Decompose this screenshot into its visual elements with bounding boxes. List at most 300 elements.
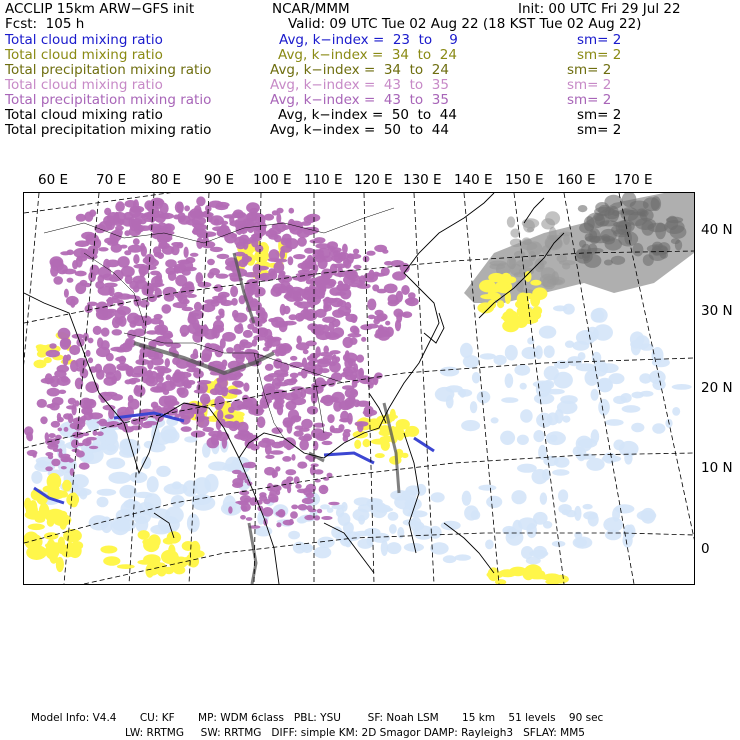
low-cloud-patch: [106, 458, 125, 470]
upper-cloud-patch: [264, 467, 275, 476]
upper-cloud-patch: [353, 249, 359, 255]
upper-cloud-patch: [67, 278, 74, 283]
upper-cloud-patch: [308, 509, 317, 513]
upper-cloud-patch: [88, 338, 94, 344]
upper-cloud-patch: [401, 285, 410, 295]
upper-cloud-patch: [112, 329, 123, 335]
low-cloud-patch: [336, 508, 344, 518]
upper-cloud-patch: [192, 367, 200, 372]
upper-cloud-patch: [140, 243, 145, 251]
mid-cloud-patch: [47, 473, 62, 490]
upper-cloud-patch: [58, 428, 63, 432]
mid-cloud-patch: [37, 351, 47, 358]
upper-cloud-patch: [302, 498, 314, 504]
upper-cloud-patch: [69, 345, 80, 355]
low-cloud-patch: [546, 431, 566, 445]
upper-cloud-patch: [276, 522, 281, 527]
legend-field-name: Total cloud mixing ratio: [5, 47, 163, 63]
upper-cloud-patch: [243, 330, 253, 338]
low-cloud-patch: [544, 345, 555, 358]
low-cloud-patch: [613, 396, 627, 404]
low-cloud-patch: [97, 489, 117, 496]
high-cloud-patch: [618, 209, 634, 215]
upper-cloud-patch: [175, 202, 184, 214]
upper-cloud-patch: [315, 243, 330, 249]
upper-cloud-patch: [289, 223, 303, 230]
mid-cloud-patch: [28, 524, 45, 531]
valid-time: Valid: 09 UTC Tue 02 Aug 22 (18 KST Tue 02 Aug 22): [288, 16, 642, 32]
low-cloud-patch: [317, 537, 334, 548]
low-cloud-patch: [192, 495, 216, 510]
upper-cloud-patch: [298, 270, 311, 275]
upper-cloud-patch: [191, 431, 206, 438]
low-cloud-patch: [591, 389, 599, 401]
lat-label: 10 N: [701, 460, 733, 476]
mid-cloud-patch: [501, 273, 512, 283]
low-cloud-patch: [478, 485, 496, 491]
upper-cloud-patch: [269, 497, 278, 503]
upper-cloud-patch: [216, 274, 229, 279]
upper-cloud-patch: [115, 201, 125, 212]
low-cloud-patch: [592, 308, 608, 323]
upper-cloud-patch: [81, 232, 96, 240]
low-cloud-patch: [622, 405, 641, 413]
upper-cloud-patch: [181, 333, 187, 337]
upper-cloud-patch: [350, 338, 358, 345]
upper-cloud-patch: [347, 274, 360, 280]
upper-cloud-patch: [223, 421, 237, 428]
upper-cloud-patch: [118, 365, 133, 370]
legend-field-levels: Avg, k−index = 50 to 44: [270, 122, 449, 138]
upper-cloud-patch: [133, 238, 140, 245]
low-cloud-patch: [514, 365, 530, 376]
low-cloud-patch: [526, 557, 541, 565]
low-cloud-patch: [343, 522, 354, 534]
low-cloud-patch: [576, 330, 596, 345]
physics-info-line: LW: RRTMG SW: RRTMG DIFF: simple KM: 2D Smagor DAMP: Rayleigh3 SFLAY: MM5: [125, 727, 585, 739]
upper-cloud-patch: [373, 319, 380, 325]
mid-cloud-patch: [354, 440, 361, 449]
upper-cloud-patch: [303, 434, 312, 442]
upper-cloud-patch: [268, 258, 282, 262]
low-cloud-patch: [593, 361, 608, 377]
mid-cloud-patch: [396, 419, 410, 430]
upper-cloud-patch: [181, 426, 192, 432]
low-cloud-patch: [603, 517, 623, 532]
upper-cloud-patch: [85, 350, 90, 357]
upper-cloud-patch: [375, 328, 387, 337]
upper-cloud-patch: [225, 414, 234, 419]
upper-cloud-patch: [125, 379, 132, 384]
low-cloud-patch: [501, 397, 518, 403]
upper-cloud-patch: [57, 413, 61, 421]
upper-cloud-patch: [104, 238, 117, 244]
upper-cloud-patch: [310, 466, 316, 475]
low-cloud-patch: [576, 436, 593, 452]
upper-cloud-patch: [75, 282, 86, 294]
low-cloud-patch: [527, 523, 537, 538]
institution-label: NCAR/MMM: [272, 1, 350, 17]
upper-cloud-patch: [232, 212, 246, 217]
upper-cloud-patch: [262, 507, 273, 517]
upper-cloud-patch: [270, 270, 277, 280]
low-cloud-patch: [156, 466, 171, 477]
upper-cloud-patch: [269, 490, 277, 497]
upper-cloud-patch: [396, 312, 402, 323]
upper-cloud-patch: [306, 341, 317, 347]
upper-cloud-patch: [81, 416, 87, 422]
upper-cloud-patch: [111, 376, 117, 385]
low-cloud-streak: [324, 453, 374, 463]
high-cloud-patch: [489, 264, 505, 270]
high-cloud-patch: [643, 197, 660, 211]
upper-cloud-patch: [256, 287, 266, 296]
upper-cloud-patch: [320, 368, 329, 373]
upper-cloud-patch: [24, 426, 33, 436]
upper-cloud-patch: [107, 212, 119, 223]
upper-cloud-patch: [150, 318, 162, 325]
low-cloud-patch: [443, 555, 457, 563]
upper-cloud-patch: [374, 245, 387, 252]
upper-cloud-patch: [37, 399, 47, 408]
low-cloud-patch: [470, 401, 477, 413]
low-cloud-patch: [463, 355, 479, 368]
low-cloud-patch: [79, 489, 87, 500]
upper-cloud-patch: [173, 302, 188, 308]
mid-cloud-patch: [47, 517, 55, 527]
high-cloud-patch: [541, 267, 556, 280]
lat-label: 0: [701, 541, 710, 557]
upper-cloud-patch: [304, 248, 314, 254]
upper-cloud-patch: [196, 209, 203, 219]
upper-cloud-patch: [178, 371, 185, 381]
upper-cloud-patch: [47, 388, 60, 397]
low-cloud-patch: [558, 489, 568, 502]
upper-cloud-patch: [366, 251, 375, 256]
legend-field-levels: Avg, k−index = 34 to 24: [278, 47, 457, 63]
upper-cloud-patch: [115, 226, 124, 231]
upper-cloud-patch: [207, 259, 215, 265]
low-cloud-patch: [534, 393, 554, 404]
upper-cloud-patch: [276, 213, 281, 224]
upper-cloud-patch: [101, 328, 110, 337]
upper-cloud-patch: [232, 381, 243, 387]
upper-cloud-patch: [297, 336, 302, 344]
low-cloud-patch: [630, 331, 644, 347]
upper-cloud-patch: [368, 315, 376, 320]
map-panel: [23, 192, 695, 585]
upper-cloud-patch: [131, 418, 140, 425]
upper-cloud-patch: [82, 438, 91, 446]
high-cloud-patch: [632, 243, 643, 256]
low-cloud-patch: [540, 384, 551, 393]
low-cloud-patch: [562, 416, 570, 423]
upper-cloud-patch: [50, 444, 58, 447]
low-cloud-patch: [472, 372, 480, 383]
low-cloud-patch: [136, 516, 149, 533]
mid-cloud-patch: [63, 529, 82, 542]
upper-cloud-patch: [146, 212, 153, 220]
upper-cloud-patch: [216, 316, 222, 321]
upper-cloud-patch: [272, 283, 286, 294]
upper-cloud-patch: [234, 433, 248, 439]
high-cloud-patch: [593, 213, 604, 221]
low-cloud-patch: [130, 472, 148, 483]
upper-cloud-patch: [179, 260, 193, 272]
low-cloud-patch: [536, 413, 552, 428]
upper-cloud-patch: [45, 432, 49, 441]
upper-cloud-patch: [170, 343, 181, 349]
low-cloud-patch: [431, 492, 445, 502]
upper-cloud-patch: [329, 361, 341, 372]
upper-cloud-patch: [238, 501, 249, 506]
low-cloud-patch: [288, 531, 300, 540]
upper-cloud-patch: [315, 309, 327, 318]
upper-cloud-patch: [61, 466, 67, 469]
upper-cloud-patch: [234, 372, 243, 377]
upper-cloud-patch: [328, 502, 339, 505]
low-cloud-patch: [485, 540, 494, 550]
upper-cloud-patch: [50, 265, 58, 277]
upper-cloud-patch: [87, 302, 98, 307]
mid-cloud-patch: [363, 439, 371, 447]
low-cloud-patch: [520, 383, 527, 390]
model-title: ACCLIP 15km ARW−GFS init: [5, 1, 195, 17]
upper-cloud-patch: [372, 284, 379, 291]
upper-cloud-patch: [242, 462, 251, 468]
upper-cloud-patch: [162, 245, 174, 254]
upper-cloud-patch: [265, 455, 274, 459]
high-cloud-patch: [576, 249, 586, 260]
upper-cloud-patch: [361, 337, 366, 342]
upper-cloud-patch: [248, 285, 256, 293]
upper-cloud-patch: [80, 368, 89, 378]
legend-field-levels: Avg, k−index = 23 to 9: [279, 32, 458, 48]
upper-cloud-patch: [298, 504, 308, 510]
upper-cloud-patch: [274, 370, 288, 376]
upper-cloud-patch: [173, 379, 186, 387]
low-cloud-patch: [462, 491, 472, 506]
low-cloud-patch: [486, 496, 502, 508]
upper-cloud-patch: [196, 237, 203, 249]
high-cloud-patch: [588, 228, 600, 244]
low-cloud-patch: [375, 504, 391, 513]
upper-cloud-patch: [241, 505, 247, 511]
upper-cloud-patch: [97, 421, 108, 425]
upper-cloud-patch: [220, 338, 226, 349]
upper-cloud-patch: [347, 254, 361, 260]
upper-cloud-patch: [273, 359, 282, 368]
upper-cloud-patch: [184, 247, 189, 258]
upper-cloud-patch: [246, 202, 260, 213]
upper-cloud-patch: [131, 218, 143, 225]
upper-cloud-patch: [95, 364, 103, 374]
upper-cloud-patch: [104, 392, 118, 397]
low-cloud-patch: [512, 520, 522, 536]
low-cloud-patch: [387, 542, 402, 554]
upper-cloud-patch: [250, 444, 260, 451]
low-cloud-patch: [441, 521, 461, 531]
upper-cloud-patch: [98, 310, 113, 320]
upper-cloud-patch: [186, 294, 197, 298]
low-cloud-patch: [153, 432, 172, 445]
upper-cloud-patch: [66, 354, 71, 360]
upper-cloud-patch: [234, 324, 243, 334]
low-cloud-patch: [429, 526, 442, 539]
low-cloud-patch: [358, 515, 365, 525]
legend-smoothing: sm= 2: [567, 62, 612, 78]
upper-cloud-patch: [276, 398, 285, 405]
upper-cloud-patch: [207, 437, 220, 448]
upper-cloud-patch: [291, 454, 295, 461]
upper-cloud-patch: [385, 321, 390, 326]
upper-cloud-patch: [177, 387, 186, 395]
upper-cloud-patch: [77, 256, 88, 262]
low-cloud-patch: [388, 512, 399, 521]
mid-cloud-patch: [530, 280, 541, 286]
upper-cloud-patch: [84, 283, 91, 287]
low-cloud-patch: [454, 554, 471, 560]
upper-cloud-patch: [88, 357, 93, 363]
high-cloud-patch: [545, 211, 560, 225]
upper-cloud-patch: [178, 215, 191, 225]
upper-cloud-patch: [367, 299, 376, 311]
upper-cloud-patch: [204, 299, 218, 304]
upper-cloud-patch: [97, 431, 104, 436]
lon-label: 150 E: [505, 172, 544, 188]
high-cloud-patch: [562, 263, 570, 270]
lon-label: 60 E: [38, 172, 68, 188]
low-cloud-patch: [588, 513, 599, 527]
upper-cloud-patch: [98, 267, 111, 279]
upper-cloud-patch: [327, 414, 334, 423]
upper-cloud-patch: [130, 425, 142, 430]
upper-cloud-patch: [98, 286, 113, 296]
low-cloud-patch: [544, 366, 559, 380]
low-cloud-patch: [505, 373, 514, 388]
legend-field-levels: Avg, k−index = 50 to 44: [278, 107, 457, 123]
upper-cloud-patch: [323, 297, 331, 309]
upper-cloud-patch: [251, 435, 259, 442]
upper-cloud-patch: [246, 517, 253, 521]
low-cloud-patch: [105, 430, 118, 445]
upper-cloud-patch: [290, 356, 297, 361]
upper-cloud-patch: [322, 256, 333, 263]
upper-cloud-patch: [298, 372, 303, 376]
upper-cloud-patch: [116, 347, 127, 353]
low-cloud-patch: [553, 305, 567, 311]
upper-cloud-patch: [217, 410, 223, 421]
upper-cloud-patch: [363, 273, 378, 283]
low-cloud-patch: [574, 506, 581, 521]
lon-label: 90 E: [204, 172, 234, 188]
upper-cloud-patch: [27, 450, 38, 456]
upper-cloud-patch: [271, 317, 285, 328]
upper-cloud-patch: [309, 286, 317, 295]
upper-cloud-patch: [297, 301, 312, 308]
upper-cloud-patch: [228, 273, 237, 277]
upper-cloud-patch: [144, 320, 151, 325]
lon-label: 140 E: [454, 172, 493, 188]
mid-cloud-patch: [182, 541, 195, 551]
upper-cloud-patch: [130, 206, 144, 213]
low-cloud-patch: [106, 444, 116, 451]
upper-cloud-patch: [211, 327, 217, 338]
mid-cloud-patch: [402, 453, 409, 458]
upper-cloud-patch: [306, 484, 316, 493]
legend-field-name: Total cloud mixing ratio: [5, 77, 163, 93]
upper-cloud-patch: [48, 433, 55, 438]
mid-cloud-patch: [49, 490, 66, 496]
low-cloud-patch: [576, 453, 596, 459]
upper-cloud-patch: [250, 298, 259, 307]
low-cloud-patch: [461, 420, 480, 431]
upper-cloud-patch: [165, 267, 175, 275]
mid-cloud-patch: [529, 573, 546, 579]
high-cloud-patch: [522, 218, 539, 228]
upper-cloud-patch: [297, 237, 307, 247]
mid-cloud-patch: [148, 534, 161, 548]
upper-cloud-patch: [402, 311, 412, 318]
upper-cloud-patch: [220, 294, 227, 305]
low-cloud-patch: [480, 353, 496, 359]
upper-cloud-patch: [270, 389, 284, 398]
upper-cloud-patch: [332, 319, 341, 327]
upper-cloud-patch: [120, 245, 128, 249]
low-cloud-patch: [89, 515, 109, 530]
upper-cloud-patch: [70, 360, 78, 372]
mid-cloud-patch: [186, 554, 199, 567]
upper-cloud-patch: [103, 363, 116, 374]
lat-label: 40 N: [701, 222, 733, 238]
legend-field-name: Total cloud mixing ratio: [5, 32, 163, 48]
upper-cloud-patch: [283, 321, 297, 326]
upper-cloud-patch: [134, 385, 146, 397]
low-cloud-patch: [583, 504, 593, 510]
low-cloud-patch: [491, 417, 499, 423]
upper-cloud-patch: [252, 339, 257, 347]
upper-cloud-patch: [264, 214, 274, 221]
high-cloud-patch: [612, 210, 619, 216]
low-cloud-patch: [540, 492, 547, 504]
upper-cloud-patch: [319, 485, 329, 494]
low-cloud-patch: [672, 384, 692, 390]
low-cloud-patch: [70, 474, 89, 488]
upper-cloud-patch: [70, 423, 79, 429]
upper-cloud-patch: [46, 350, 60, 358]
upper-cloud-patch: [182, 283, 195, 295]
upper-cloud-patch: [322, 441, 333, 445]
mid-cloud-patch: [138, 530, 150, 540]
upper-cloud-patch: [117, 256, 129, 268]
upper-cloud-patch: [64, 289, 69, 298]
low-cloud-patch: [440, 367, 459, 377]
low-cloud-patch: [36, 460, 47, 468]
upper-cloud-patch: [93, 326, 102, 335]
upper-cloud-patch: [166, 375, 171, 381]
upper-cloud-patch: [64, 427, 69, 432]
lon-label: 100 E: [253, 172, 292, 188]
upper-cloud-patch: [131, 373, 143, 378]
low-cloud-patch: [477, 391, 491, 404]
upper-cloud-patch: [288, 256, 294, 265]
upper-cloud-patch: [127, 330, 136, 340]
lon-label: 130 E: [403, 172, 442, 188]
upper-cloud-patch: [286, 238, 298, 249]
low-cloud-patch: [533, 512, 548, 525]
upper-cloud-patch: [301, 221, 311, 226]
mid-cloud-patch: [44, 357, 52, 363]
